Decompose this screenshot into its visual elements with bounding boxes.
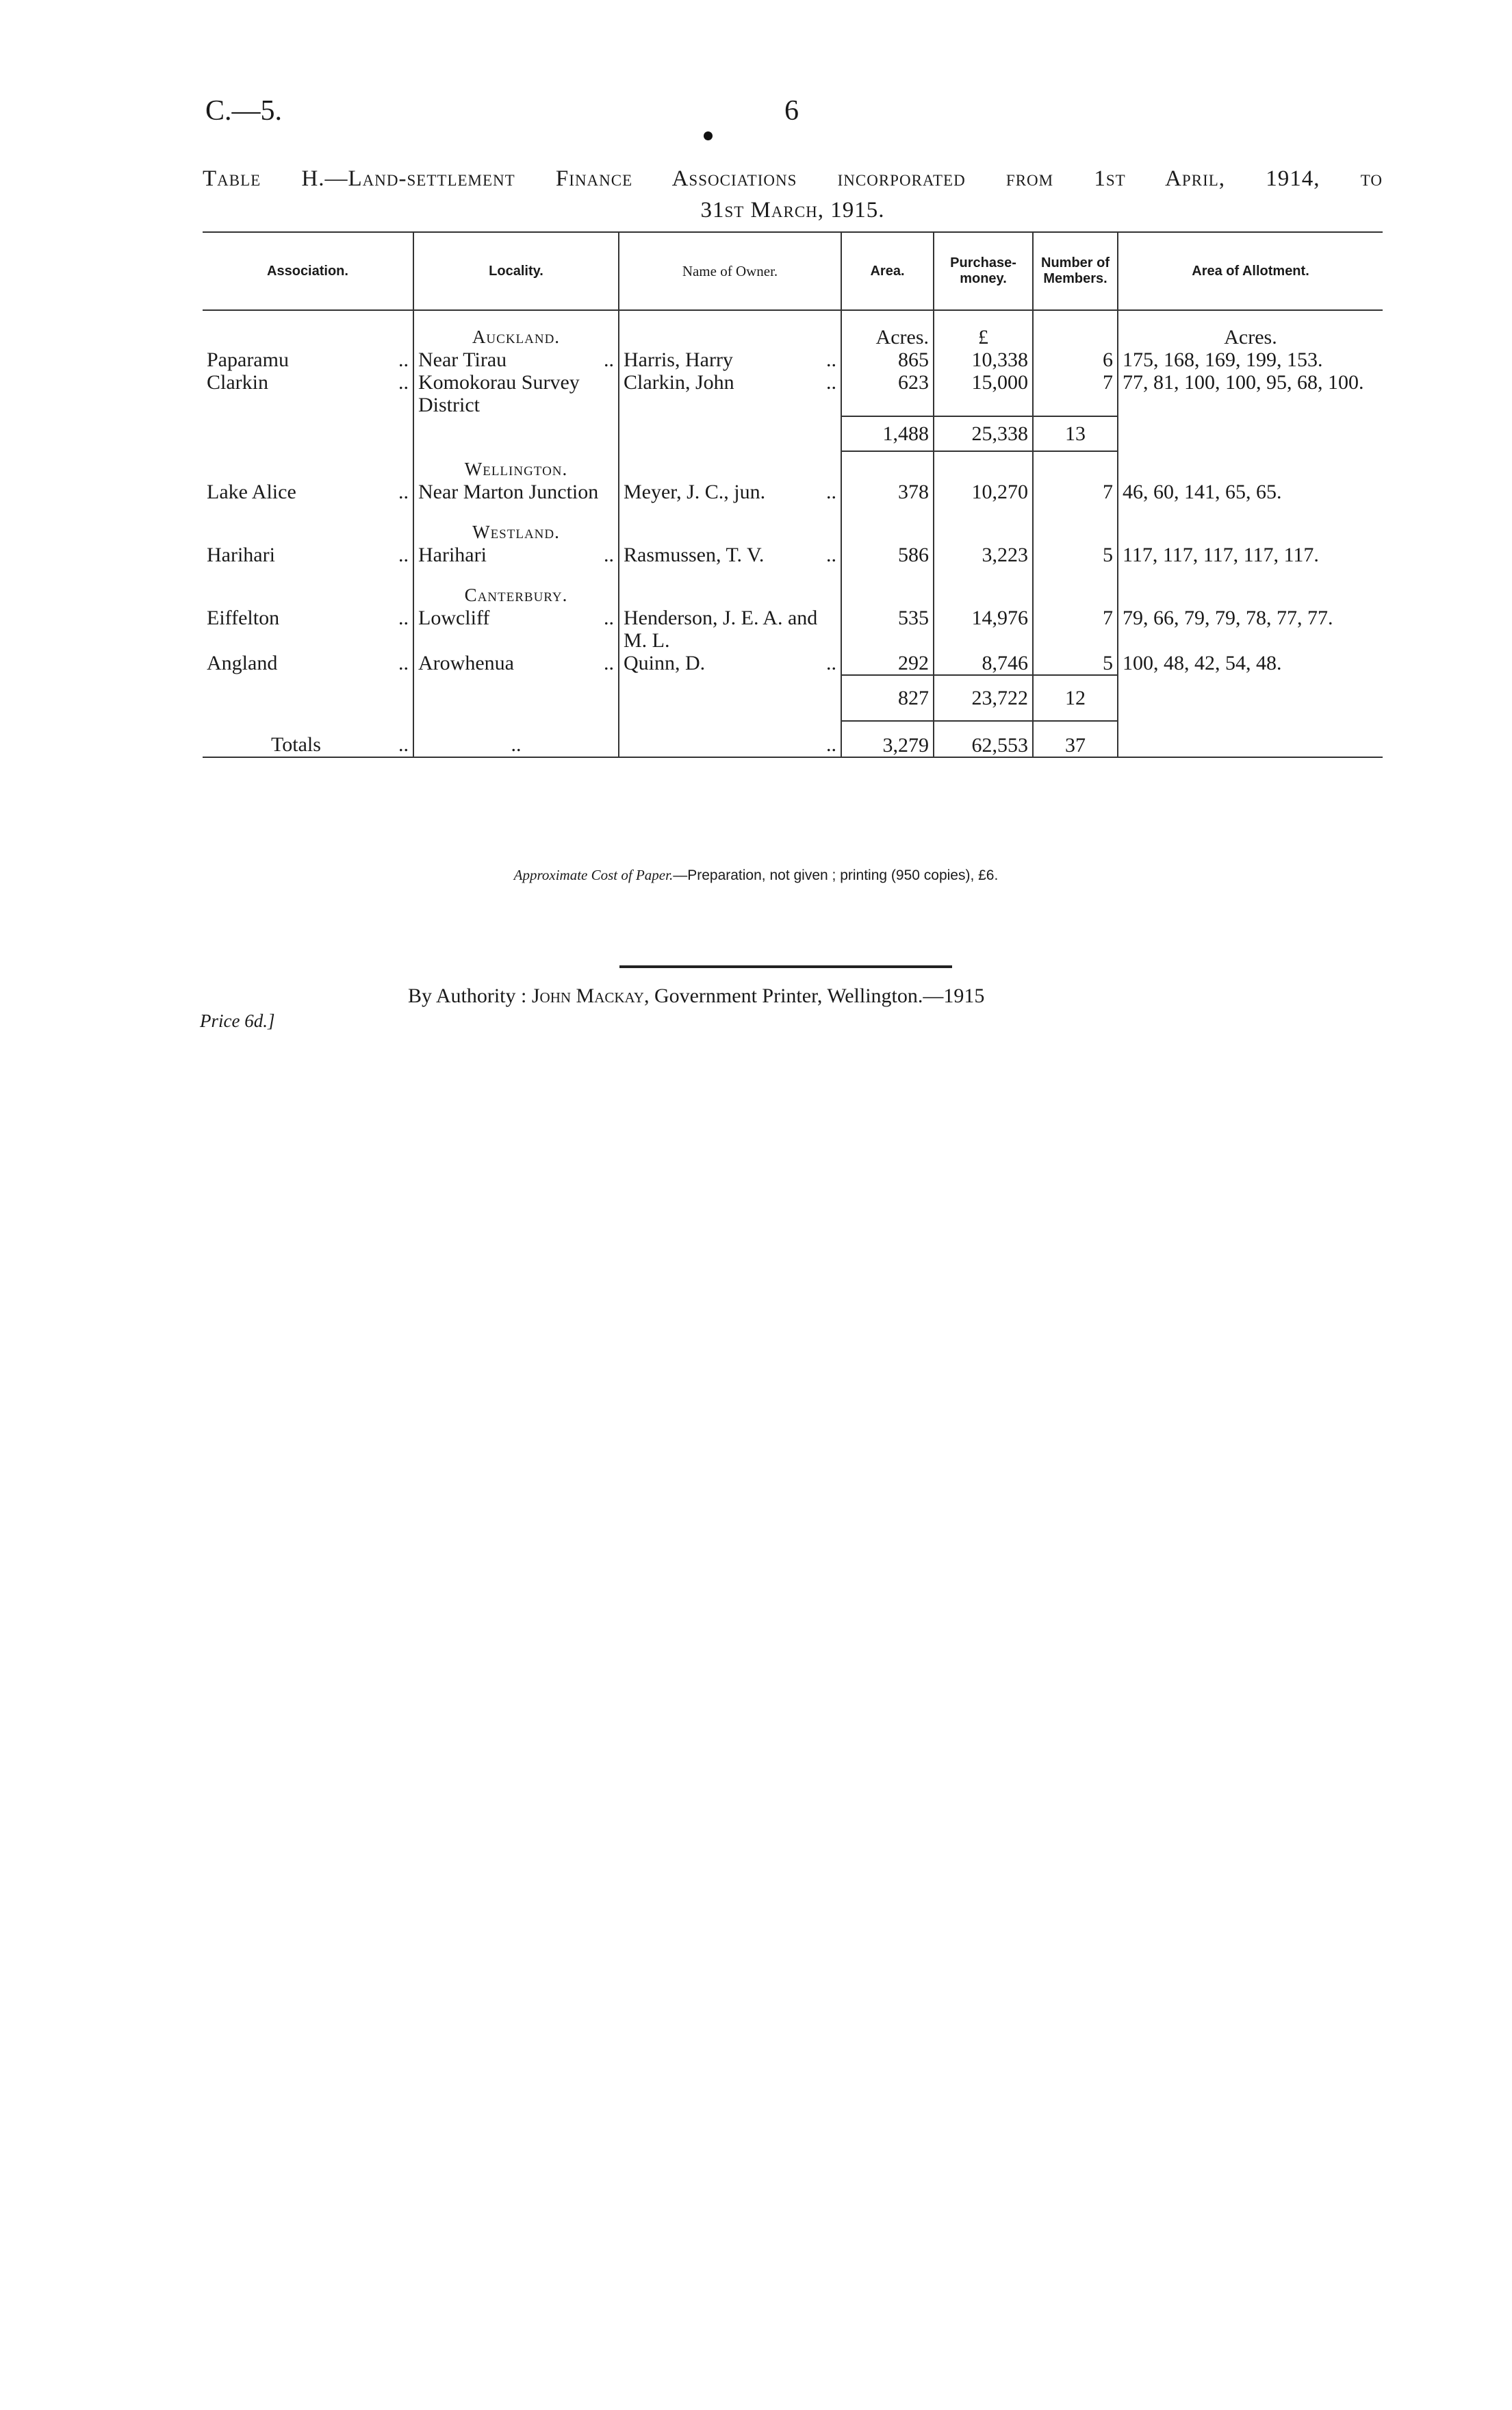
area-value: 586 [841,544,934,566]
cost-note-label: Approximate Cost of Paper. [513,867,674,883]
subtotal-row-auckland [203,416,1383,451]
purchase-value: 10,270 [934,481,1033,503]
locality: Harihari [418,544,487,566]
allotment-value: 79, 66, 79, 79, 78, 77, 77. [1118,607,1383,652]
unit-allotment: Acres. [1118,310,1383,348]
leader-dots: .. [826,544,836,566]
subtotal-members: 13 [1033,416,1118,451]
price: Price 6d.] [200,1011,275,1031]
page-number: 6 [784,95,799,127]
region-row-auckland [203,310,1383,348]
allotment-value: 117, 117, 117, 117, 117. [1118,544,1383,566]
area-value: 535 [841,607,934,652]
totals-label: Totals [271,733,321,756]
allotment-value: 77, 81, 100, 100, 95, 68, 100. [1118,371,1383,416]
unit-purchase: £ [934,310,1033,348]
leader-dots: .. [398,652,409,674]
leader-dots: .. [398,607,409,629]
leader-dots: .. [826,481,836,503]
allotment-value: 175, 168, 169, 199, 153. [1118,348,1383,371]
col-header-allotment: Area of Allotment. [1118,232,1383,310]
association-name: Clarkin [207,371,268,394]
leader-dots: .. [604,607,614,629]
purchase-value: 8,746 [934,652,1033,675]
leader-dots: .. [604,544,614,566]
members-value: 5 [1033,544,1118,566]
locality: Arowhenua [418,652,514,674]
subtotal-row-canterbury [203,675,1383,721]
title-line-1: Table H.—Land-settlement Finance Associations incorporated from 1st April, 1914, to [203,166,1383,191]
title-line-2: 31st March, 1915. [700,198,885,223]
imprint [408,985,984,1008]
purchase-value: 10,338 [934,348,1033,371]
purchase-value: 14,976 [934,607,1033,652]
area-value: 292 [841,652,934,675]
table-header-row [203,232,1383,310]
association-name: Harihari [207,544,275,566]
leader-dots: .. [826,371,836,394]
area-value: 865 [841,348,934,371]
col-header-owner: Name of Owner. [619,232,841,310]
association-name: Angland [207,652,278,674]
area-value: 378 [841,481,934,503]
col-header-members: Number of Members. [1033,232,1118,310]
owner-name: Quinn, D. [624,652,706,674]
table-row [203,348,1383,371]
locality: Lowcliff [418,607,490,629]
region-auckland: Auckland. [413,310,619,348]
purchase-value: 3,223 [934,544,1033,566]
region-canterbury: Canterbury. [413,566,619,607]
association-name: Eiffelton [207,607,280,629]
col-header-area: Area. [841,232,934,310]
table-title [203,163,1383,226]
allotment-value: 100, 48, 42, 54, 48. [1118,652,1383,675]
association-name: Paparamu [207,348,289,371]
subtotal-purchase: 23,722 [934,675,1033,721]
members-value: 7 [1033,607,1118,652]
printer-name: John Mackay [531,985,644,1007]
subtotal-members: 12 [1033,675,1118,721]
region-wellington: Wellington. [413,451,619,481]
col-header-locality: Locality. [413,232,619,310]
allotment-value: 46, 60, 141, 65, 65. [1118,481,1383,503]
leader-dots: .. [398,481,409,503]
locality: Near Marton Junction [413,481,619,503]
members-value: 7 [1033,481,1118,503]
owner-name: Meyer, J. C., jun. [624,481,766,503]
leader-dots: .. [604,348,614,371]
owner-name: Harris, Harry [624,348,733,371]
leader-dots: .. [826,348,836,371]
members-value: 7 [1033,371,1118,416]
imprint-by: By Authority : [408,985,532,1007]
cost-note [0,867,1512,884]
footer-rule [619,965,952,968]
subtotal-purchase: 25,338 [934,416,1033,451]
total-purchase: 62,553 [934,721,1033,757]
document-reference: C.—5. [205,95,283,127]
owner-name: Rasmussen, T. V. [624,544,765,566]
area-value: 623 [841,371,934,416]
subtotal-area: 827 [841,675,934,721]
association-name: Lake Alice [207,481,296,503]
table-row [203,652,1383,675]
leader-dots: .. [398,733,409,756]
locality: Komokorau Survey District [413,371,619,416]
region-row-westland [203,503,1383,544]
leader-dots: .. [398,544,409,566]
owner-name: Clarkin, John [624,371,734,394]
table-row [203,544,1383,566]
totals-row [203,721,1383,757]
cost-note-text: —Preparation, not given ; printing (950 copies), £6. [673,867,999,883]
leader-dots: .. [398,371,409,394]
subtotal-area: 1,488 [841,416,934,451]
locality: Near Tirau [418,348,507,371]
region-westland: Westland. [413,503,619,544]
owner-name: Henderson, J. E. A. and M. L. [619,607,841,652]
leader-dots: .. [398,348,409,371]
table-row [203,607,1383,652]
table-row [203,481,1383,503]
region-row-canterbury [203,566,1383,607]
table-row [203,371,1383,416]
leader-dots: .. [826,652,836,674]
imprint-rest: , Government Printer, Wellington.—1915 [643,985,985,1007]
leader-dots: .. [413,721,619,757]
unit-area: Acres. [841,310,934,348]
region-row-wellington [203,451,1383,481]
col-header-association: Association. [203,232,413,310]
purchase-value: 15,000 [934,371,1033,416]
col-header-purchase: Purchase-money. [934,232,1033,310]
bullet-dot [704,131,713,140]
leader-dots: .. [826,733,836,756]
associations-table [203,231,1383,758]
leader-dots: .. [604,652,614,674]
total-area: 3,279 [841,721,934,757]
members-value: 5 [1033,652,1118,675]
members-value: 6 [1033,348,1118,371]
total-members: 37 [1033,721,1118,757]
